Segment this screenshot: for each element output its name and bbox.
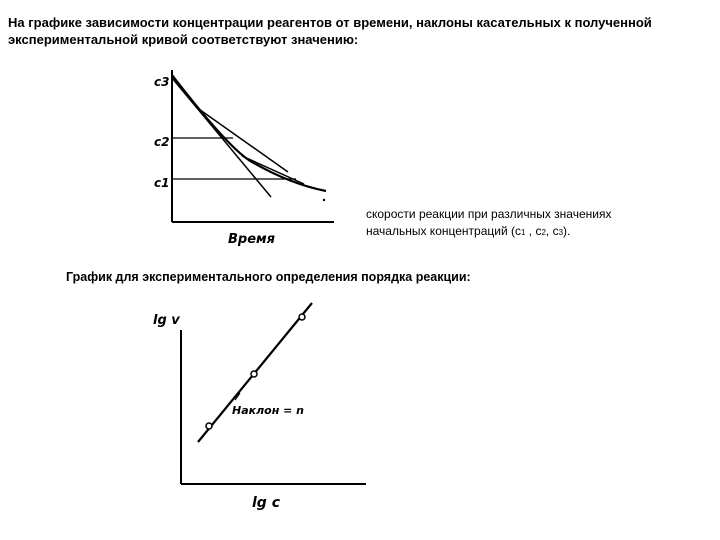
caption-suffix: ). [563, 224, 571, 238]
c1-subscript: 1 [520, 228, 526, 237]
c2-subscript: 2 [541, 228, 546, 237]
y-axis-label: lg v [153, 313, 180, 328]
caption [366, 206, 686, 241]
caption-prefix: начальных концентраций (c [366, 224, 521, 238]
heading-2: График для экспериментального определения порядка реакции: [66, 270, 471, 284]
tick-label-c2: c2 [154, 135, 170, 149]
tangent-c1 [242, 156, 304, 184]
x-axis-label: Время [228, 232, 276, 247]
curve-end-dot [323, 199, 325, 201]
data-point-2 [251, 371, 257, 377]
reaction-order-figure [140, 295, 380, 525]
caption-sep-2: , c [545, 224, 559, 238]
slope-annotation: Наклон = n [232, 404, 305, 417]
heading: На графике зависимости концентрации реагентов от времени, наклоны касательных к полученной экспериментальной кривой соответствуют значению: [8, 15, 652, 47]
tick-label-c3: c3 [154, 75, 170, 89]
caption-line-1: скорости реакции при различных значениях [366, 207, 612, 221]
x-axis-label: lg c [252, 495, 280, 511]
caption-line-2 [366, 223, 686, 241]
data-point-3 [299, 314, 305, 320]
c3-subscript: 3 [558, 228, 564, 237]
tick-label-c1: c1 [154, 176, 170, 190]
concentration-time-figure [140, 60, 340, 250]
data-point-1 [206, 423, 212, 429]
caption-sep-1: , c [525, 224, 542, 238]
experimental-curve [172, 75, 326, 191]
